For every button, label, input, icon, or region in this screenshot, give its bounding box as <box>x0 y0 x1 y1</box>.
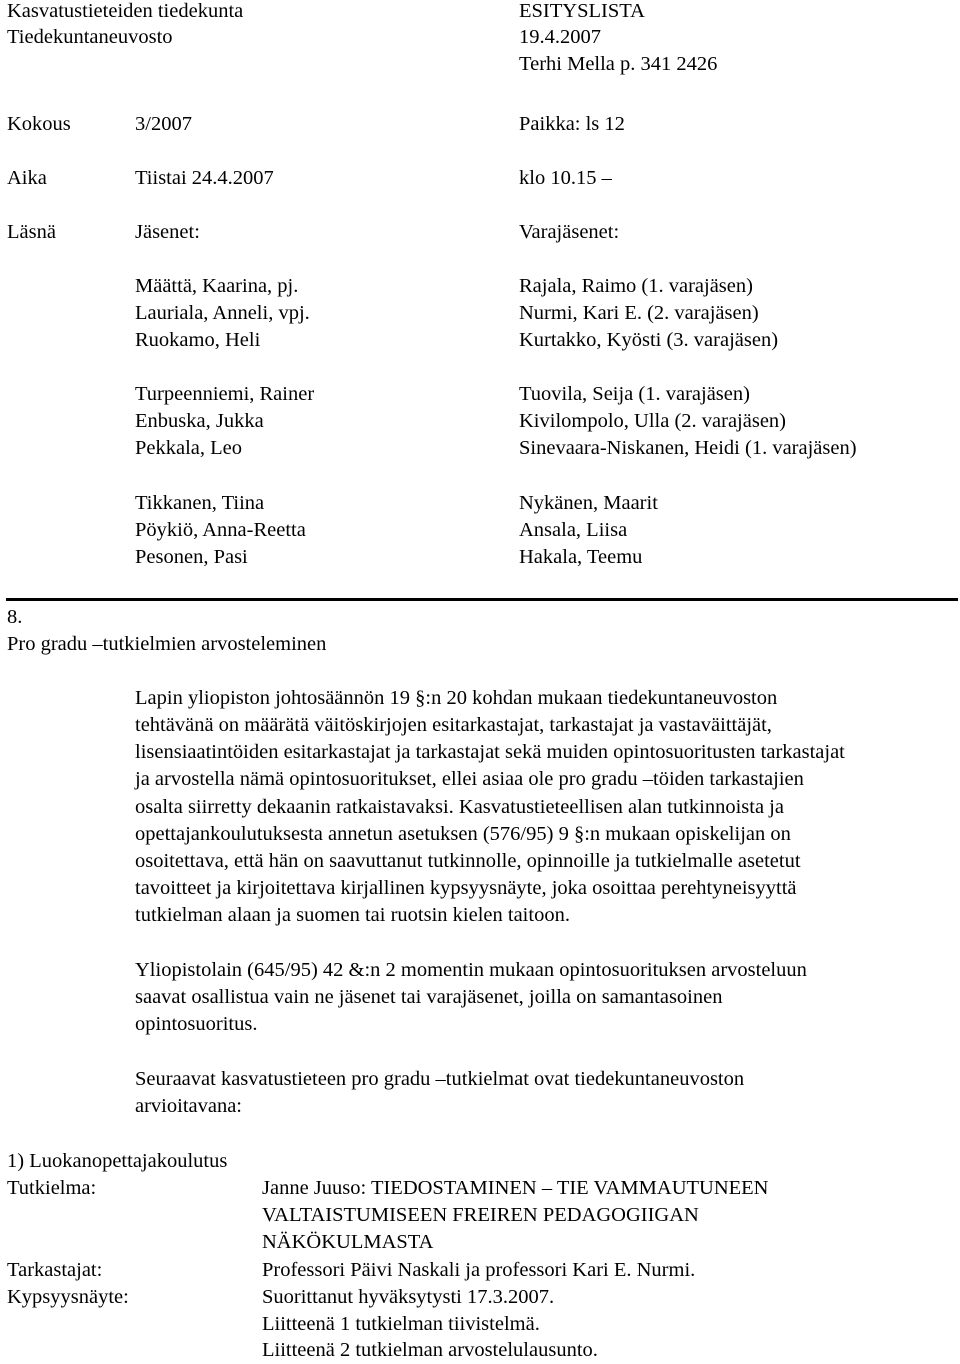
deputy-name: Ansala, Liisa <box>519 519 628 541</box>
deputy-name: Kivilompolo, Ulla (2. varajäsen) <box>519 410 787 432</box>
document-type: ESITYSLISTA <box>519 0 645 22</box>
deputy-name: Nurmi, Kari E. (2. varajäsen) <box>519 302 759 324</box>
examiners-label: Tarkastajat: <box>7 1259 103 1281</box>
paragraph-line: Seuraavat kasvatustieteen pro gradu –tutkielmat ovat tiedekuntaneuvoston <box>135 1068 745 1090</box>
paragraph-line: opintosuoritus. <box>135 1013 258 1035</box>
deputy-name: Hakala, Teemu <box>519 546 643 568</box>
contact-person: Terhi Mella p. 341 2426 <box>519 53 718 75</box>
meeting-number: 3/2007 <box>135 113 192 135</box>
deputies-heading: Varajäsenet: <box>519 221 620 243</box>
member-name: Pekkala, Leo <box>135 437 243 459</box>
document-date: 19.4.2007 <box>519 26 601 48</box>
meeting-place: Paikka: ls 12 <box>519 113 625 135</box>
faculty-name: Kasvatustieteiden tiedekunta <box>7 0 244 22</box>
paragraph-line: saavat osallistua vain ne jäsenet tai varajäsenet, joilla on samantasoinen <box>135 986 723 1008</box>
thesis-title-line: NÄKÖKULMASTA <box>262 1231 434 1253</box>
meeting-date: Tiistai 24.4.2007 <box>135 167 274 189</box>
paragraph-line: ja arvostella nämä opintosuoritukset, ellei asiaa ole pro gradu –töiden tarkastajien <box>135 768 804 790</box>
attachment-note: Liitteenä 2 tutkielman arvostelulausunto. <box>262 1339 598 1361</box>
council-name: Tiedekuntaneuvosto <box>7 26 173 48</box>
paragraph-line: osoitettava, että hän on saavuttanut tutkinnolle, opinnoille ja tutkielmalle asetetut <box>135 850 801 872</box>
member-name: Pöykiö, Anna-Reetta <box>135 519 306 541</box>
thesis-title-line: Janne Juuso: TIEDOSTAMINEN – TIE VAMMAUTUNEEN <box>262 1177 769 1199</box>
member-name: Turpeenniemi, Rainer <box>135 383 315 405</box>
meeting-label: Kokous <box>7 113 71 135</box>
paragraph-line: opettajankoulutuksesta annetun asetuksen (576/95) 9 §:n mukaan opiskelijan on <box>135 823 791 845</box>
deputy-name: Sinevaara-Niskanen, Heidi (1. varajäsen) <box>519 437 857 459</box>
paragraph-line: tavoitteet ja kirjoitettava kirjallinen kypsyysnäyte, joka osoittaa perehtyneisyyttä <box>135 877 797 899</box>
paragraph-line: osalta siirretty dekaanin ratkaistavaksi. Kasvatustieteellisen alan tutkinnoista ja <box>135 796 784 818</box>
member-name: Ruokamo, Heli <box>135 329 261 351</box>
paragraph-line: tutkielman alaan ja suomen tai ruotsin kielen taitoon. <box>135 904 570 926</box>
item-number: 8. <box>7 606 23 628</box>
deputy-name: Tuovila, Seija (1. varajäsen) <box>519 383 750 405</box>
section-divider <box>6 598 958 601</box>
paragraph-line: Yliopistolain (645/95) 42 &:n 2 momentin mukaan opintosuorituksen arvosteluun <box>135 959 807 981</box>
section-heading: 1) Luokanopettajakoulutus <box>7 1150 228 1172</box>
item-title: Pro gradu –tutkielmien arvosteleminen <box>7 633 327 655</box>
member-name: Määttä, Kaarina, pj. <box>135 275 299 297</box>
paragraph-line: lisensiaatintöiden esitarkastajat ja tarkastajat sekä muiden opintosuoritusten tarkastajat <box>135 741 845 763</box>
paragraph-line: tehtävänä on määrätä väitöskirjojen esitarkastajat, tarkastajat ja vastaväittäjät, <box>135 714 772 736</box>
examiners-value: Professori Päivi Naskali ja professori Kari E. Nurmi. <box>262 1259 696 1281</box>
time-label: Aika <box>7 167 47 189</box>
maturity-test-label: Kypsyysnäyte: <box>7 1286 129 1308</box>
paragraph-line: Lapin yliopiston johtosäännön 19 §:n 20 kohdan mukaan tiedekuntaneuvoston <box>135 687 778 709</box>
member-name: Tikkanen, Tiina <box>135 492 265 514</box>
paragraph-line: arvioitavana: <box>135 1095 243 1117</box>
member-name: Enbuska, Jukka <box>135 410 264 432</box>
deputy-name: Nykänen, Maarit <box>519 492 658 514</box>
member-name: Pesonen, Pasi <box>135 546 248 568</box>
deputy-name: Rajala, Raimo (1. varajäsen) <box>519 275 753 297</box>
present-label: Läsnä <box>7 221 56 243</box>
deputy-name: Kurtakko, Kyösti (3. varajäsen) <box>519 329 779 351</box>
maturity-test-value: Suorittanut hyväksytysti 17.3.2007. <box>262 1286 555 1308</box>
thesis-label: Tutkielma: <box>7 1177 97 1199</box>
attachment-note: Liitteenä 1 tutkielman tiivistelmä. <box>262 1313 540 1335</box>
thesis-title-line: VALTAISTUMISEEN FREIREN PEDAGOGIIGAN <box>262 1204 699 1226</box>
member-name: Lauriala, Anneli, vpj. <box>135 302 310 324</box>
members-heading: Jäsenet: <box>135 221 200 243</box>
meeting-time: klo 10.15 – <box>519 167 612 189</box>
